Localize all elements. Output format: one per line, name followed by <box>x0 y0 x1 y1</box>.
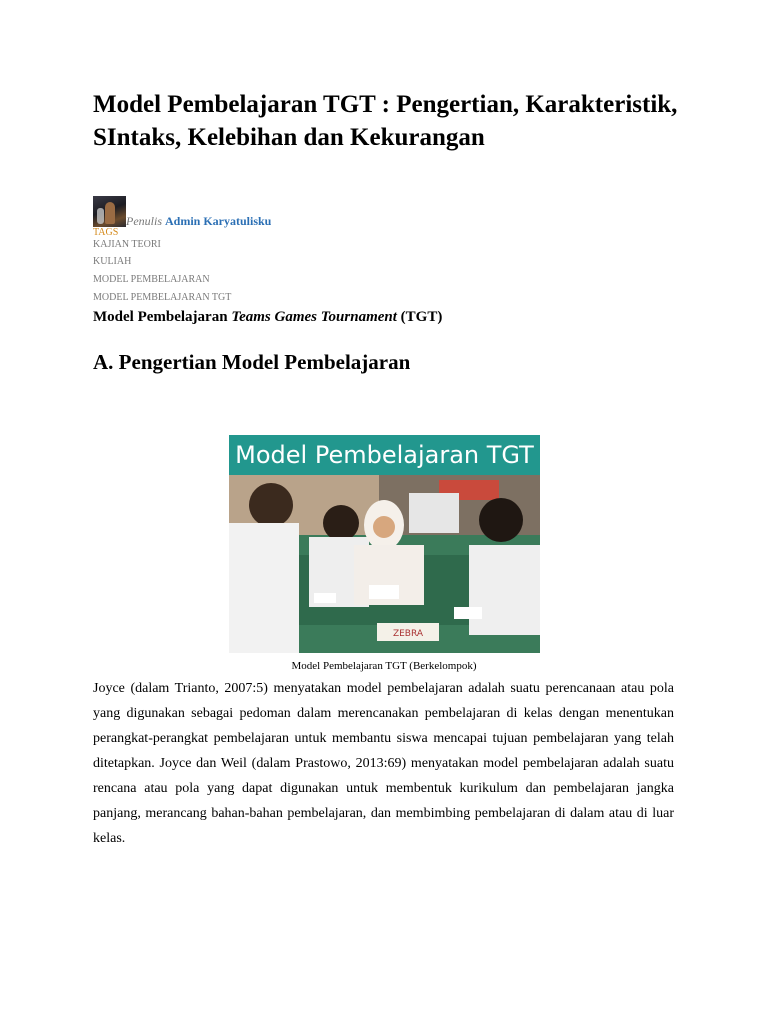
tag-link[interactable]: MODEL PEMBELAJARAN TGT <box>93 292 232 303</box>
tag-link[interactable]: MODEL PEMBELAJARAN <box>93 274 210 285</box>
author-avatar <box>93 196 126 227</box>
tag-link[interactable]: KAJIAN TEORI <box>93 239 161 250</box>
image-banner: Model Pembelajaran TGT <box>229 435 540 475</box>
subtitle-prefix: Model Pembelajaran <box>93 309 228 325</box>
author-link[interactable]: Admin Karyatulisku <box>165 214 272 228</box>
article-paragraph: Joyce (dalam Trianto, 2007:5) menyatakan model pembelajaran adalah suatu perencanaan atau pola yang digunakan sebagai pedoman dalam merencanakan pembelajaran di kelas dengan menentukan perangkat-perangkat pembelajaran untuk membantu siswa mencapai tujuan pembelajaran yang telah ditetapkan. Joyce dan Weil (dalam Prastowo, 2013:69) menyatakan model pembelajaran adalah suatu rencana atau pola yang dapat digunakan untuk membentuk kurikulum dan pembelajaran jangka panjang, merancang bahan-bahan pembelajaran, dan membimbing pembelajaran di dalam atau di luar kelas. <box>93 681 674 846</box>
article-subtitle <box>93 309 442 326</box>
author-prefix: Penulis <box>126 214 162 228</box>
tags-heading: TAGS <box>93 227 119 238</box>
image-sign-text: ZEBRA <box>392 629 424 639</box>
subtitle-suffix: (TGT) <box>400 309 443 325</box>
classroom-photo <box>229 475 540 653</box>
author-line <box>126 214 271 229</box>
article-image <box>229 435 540 653</box>
tag-link[interactable]: KULIAH <box>93 256 132 267</box>
image-caption: Model Pembelajaran TGT (Berkelompok) <box>291 660 477 672</box>
article-title: Model Pembelajaran TGT : Pengertian, Karakteristik, SIntaks, Kelebihan dan Kekurangan <box>93 91 678 151</box>
subtitle-italic: Teams Games Tournament <box>231 309 397 325</box>
section-heading: A. Pengertian Model Pembelajaran <box>93 350 411 374</box>
